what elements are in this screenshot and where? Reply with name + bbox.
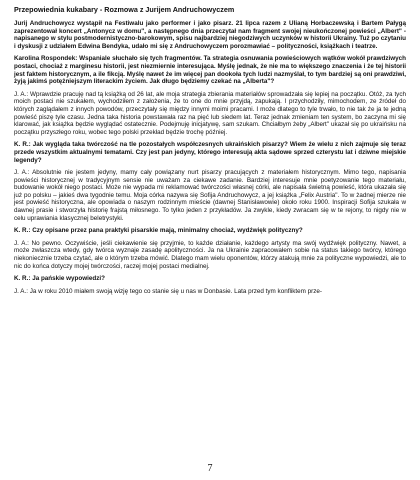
intro-paragraph: Jurij Andruchowycz wystąpił na Festiwalu jako performer i jako pisarz. 21 lipca razem z Ulianą Horbaczewską i Bartem Pałygą zaprezentował koncert „Antonycz w domu", a następnego dnia przeczytał nam fragment swojej nieukończonej powieści „Albert" - napisanego w stylu postmodernistyczno-barokowym, spisu najbardziej niegodziwych uczynków w historii Ukrainy. Tuż po czytaniu i dyskusji z udziałem Edwina Bendyka, udało mi się z Andruchowyczem porozmawiać – polityczności, książkach i teatrze.	[14, 20, 406, 50]
question-paragraph-2: K. R.: Jak wygląda taka twórczość na tle pozostałych współczesnych ukraińskich pisarzy? Wiem że wielu z nich zajmuje się teraz przede wszystkim aktualnymi tematami. Czy jest pan jedyny, którego interesują akta sądowe sprzed czterystu lat i dziwne miejskie legendy?	[14, 141, 406, 164]
running-head: Przepowiednia kukabary - Rozmowa z Jurijem Andruchowyczem	[14, 5, 235, 14]
question-paragraph-3: K. R.: Czy opisane przez pana praktyki pisarskie mają, minimalny chociaż, wydźwięk polityczny?	[14, 227, 303, 235]
answer-paragraph-1: J. A.: Wprawdzie pracuję nad tą książką od 26 lat, ale moja strategia zbierania materiałów sprowadzała się lepiej na początku. Otóż, za tych moich postaci nie szukałem, wychodziłem z założenia, że to one do mnie przyjdą, zapukają. I przychodziły, mimochodem, ze źródeł do których zaglądałem z innych powodów, przeczytały się między innymi moimi pracami. I może dlatego to tyle trwało, to nie tak że ja te jedną powieść piszę tyle czasu. Jedna taka historia powstawała raz na pięć lub siedem lat. Teraz jednak zmieniam ten system, bo zaczyna mi się klarować, jak książka będzie wyglądać ostatecznie. Podejmuję inicjatywę, sam szukam. Chciałbym żeby „Albert" ukazał się po ukraińsku na początku przyszłego roku, wobec tego polski przekład będzie trochę później.	[14, 90, 406, 136]
page-number: 7	[207, 463, 213, 474]
answer-paragraph-2: J. A.: Absolutnie nie jestem jedyny, mamy cały powiązany nurt pisarzy pracujących z materiałem historycznym. Mimo tego, napisania powieści historycznej w tradycyjnym sensie nie uważam za ciekawe zadanie. Bardziej interesuje mnie poetyzowanie tego materiału, budowanie wokół niego postaci. Może nie wypada mi reklamować twórczości własnej córki, ale napisała świetną powieść, która ukazała się już po polsku – jakieś dwa tygodnie temu. Moja córka nazywa się Sofija Andruchowycz, a jej książka „Felix Austria". To w żadnej mierze nie jest powieść historyczna, ale opowiada o naszym rodzinnym mieście (dawnej Stanisławowie) około roku 1900. Inspiracji Sofija szukała w dawnej prasie i stworzyła historię frajstą miłosnego. To tylko jeden z przykładów. Ja zwykle, kiedy zwracam się w te rejony, to nigdy nie w celu uprawiania klasycznej beletrystyki.	[14, 169, 406, 222]
answer-paragraph-4: J. A.: Ja w roku 2010 miałem swoją wizję tego co stanie się u nas w Donbasie. Lata przed tym konfliktem prze-	[14, 287, 322, 295]
question-paragraph-4: K. R.: Ja pańskie wypowiedzi?	[14, 275, 105, 283]
question-paragraph-1: Karolina Rospondek: Wspaniale słuchało się tych fragmentów. Ta strategia osnuwania powieściowych wątków wokół prawdziwych postaci, chociaż z marginesu historii, jest niezmiernie interesująca. Myślę jednak, że nie ma to większego znaczenia i że tej historii jest faktem historycznym, a ile fikcją. Myślę nawet że im więcej pan dookoła tych ludzi nazmyślał, to tym bardziej są oni prawdziwi, żyją jakimś potężniejszym literackim życiem. Jak długo będziemy czekać na „Alberta"?	[14, 55, 406, 86]
answer-paragraph-3: J. A.: No pewno. Oczywiście, jeśli ciekawienie się przyjmie, to każde działanie, każdego artysty ma swój wydźwięk polityczny. Nawet, a może zwłaszcza wtedy, gdy twórca wyznaje zasadę apolityczności. Ja na Ukrainie zapracowałem sobie na status takiego twórcy, którego niekoniecznie trzeba czytać, ale o którym trzeba mówić. Dlatego mam wielu oponentów, którzy atakują mnie za polityczne wypowiedzi, ale to nic do końca dotyczy mojej twórczości, raczej mojej postaci medialnej.	[14, 239, 406, 270]
